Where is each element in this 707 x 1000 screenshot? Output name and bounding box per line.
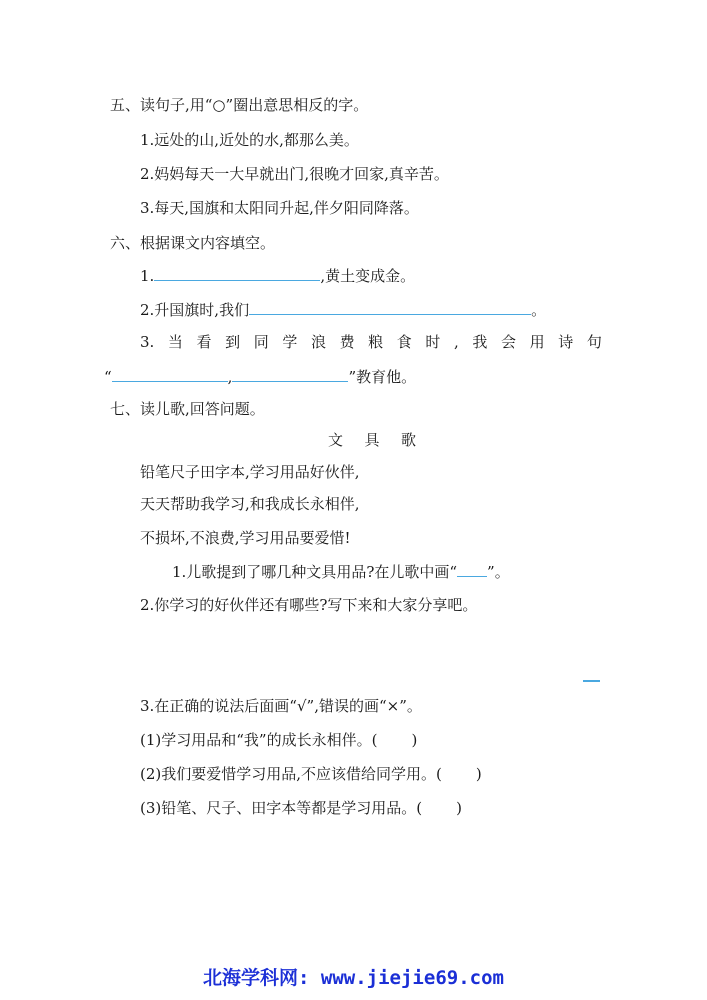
judgment-1 — [140, 730, 417, 750]
poem-line-3: 不损坏,不浪费,学习用品要爱惜! — [140, 529, 351, 547]
section5-item-2: 2.妈妈每天一大早就出门,很晚才回家,真辛苦。 — [140, 165, 449, 183]
section7-q3: 3.在正确的说法后面画“√”,错误的画“×”。 — [140, 697, 422, 715]
q3-char: 看 — [196, 333, 212, 351]
q3-char: 句 — [586, 333, 602, 351]
q3-char: 用 — [529, 333, 545, 351]
section7-q1 — [172, 562, 510, 582]
q3-char: 食 — [396, 333, 412, 351]
section6-q2-suffix: 。 — [531, 301, 547, 319]
section7-q1-prefix: 1.儿歌提到了哪几种文具用品?在儿歌中画“ — [172, 563, 458, 581]
section7-q2: 2.你学习的好伙伴还有哪些?写下来和大家分享吧。 — [140, 596, 478, 614]
judgment-text: (2)我们要爱惜学习用品,不应该借给同学用。( — [140, 765, 442, 783]
section5-heading: 五、读句子,用“○”圈出意思相反的字。 — [110, 96, 369, 114]
q3-char: 当 — [167, 333, 183, 351]
poem-title-char: 歌 — [400, 431, 416, 449]
section6-q2-prefix: 2.升国旗时,我们 — [140, 301, 250, 319]
q3-char: 同 — [253, 333, 269, 351]
fill-blank-4[interactable] — [232, 367, 348, 382]
fill-blank-3[interactable] — [112, 367, 228, 382]
open-quote: “ — [104, 368, 112, 386]
judgment-text: (1)学习用品和“我”的成长永相伴。( — [140, 731, 378, 749]
q3-char: 诗 — [558, 333, 574, 351]
close-paren: ) — [456, 799, 462, 817]
poem-title-char: 具 — [364, 431, 380, 449]
close-paren: ) — [411, 731, 418, 749]
section6-q1-prefix: 1. — [140, 267, 155, 285]
section6-heading: 六、根据课文内容填空。 — [110, 234, 276, 252]
poem-title-char: 文 — [328, 431, 344, 449]
poem-title — [328, 430, 416, 450]
fill-blank-1[interactable] — [154, 266, 320, 281]
section5-item-3: 3.每天,国旗和太阳同升起,伴夕阳同降落。 — [140, 199, 419, 217]
close-paren: ) — [475, 765, 482, 783]
judgment-2 — [140, 764, 482, 784]
fill-blank-5[interactable] — [457, 562, 487, 577]
answer-line[interactable] — [583, 680, 600, 682]
q3-char: 粮 — [368, 333, 384, 351]
section6-q3-line2 — [104, 367, 416, 387]
q3-char: 会 — [500, 333, 516, 351]
q3-char: 3. — [140, 333, 155, 351]
judgment-3 — [140, 798, 462, 818]
section6-q1 — [140, 266, 415, 286]
poem-line-2: 天天帮助我学习,和我成长永相伴, — [140, 495, 360, 513]
q3-char: , — [454, 333, 459, 351]
fill-blank-2[interactable] — [249, 300, 531, 315]
section5-item-1: 1.远处的山,近处的水,都那么美。 — [140, 131, 359, 149]
q3-char: 费 — [339, 333, 355, 351]
close-quote-text: ”教育他。 — [348, 368, 417, 386]
footer-watermark: 北海学科网: www.jiejie69.com — [203, 967, 504, 989]
q3-char: 到 — [225, 333, 241, 351]
judgment-text: (3)铅笔、尺子、田字本等都是学习用品。( — [140, 799, 423, 817]
comma: , — [227, 368, 233, 386]
section7-heading: 七、读儿歌,回答问题。 — [110, 400, 265, 418]
poem-line-1: 铅笔尺子田字本,学习用品好伙伴, — [140, 463, 360, 481]
q3-char: 浪 — [310, 333, 326, 351]
section6-q3-line1 — [140, 332, 602, 352]
q3-char: 我 — [472, 333, 488, 351]
section6-q2 — [140, 300, 546, 320]
q3-char: 时 — [425, 333, 441, 351]
section6-q1-suffix: ,黄土变成金。 — [320, 267, 416, 285]
section7-q1-suffix: ”。 — [487, 563, 510, 581]
q3-char: 学 — [282, 333, 298, 351]
